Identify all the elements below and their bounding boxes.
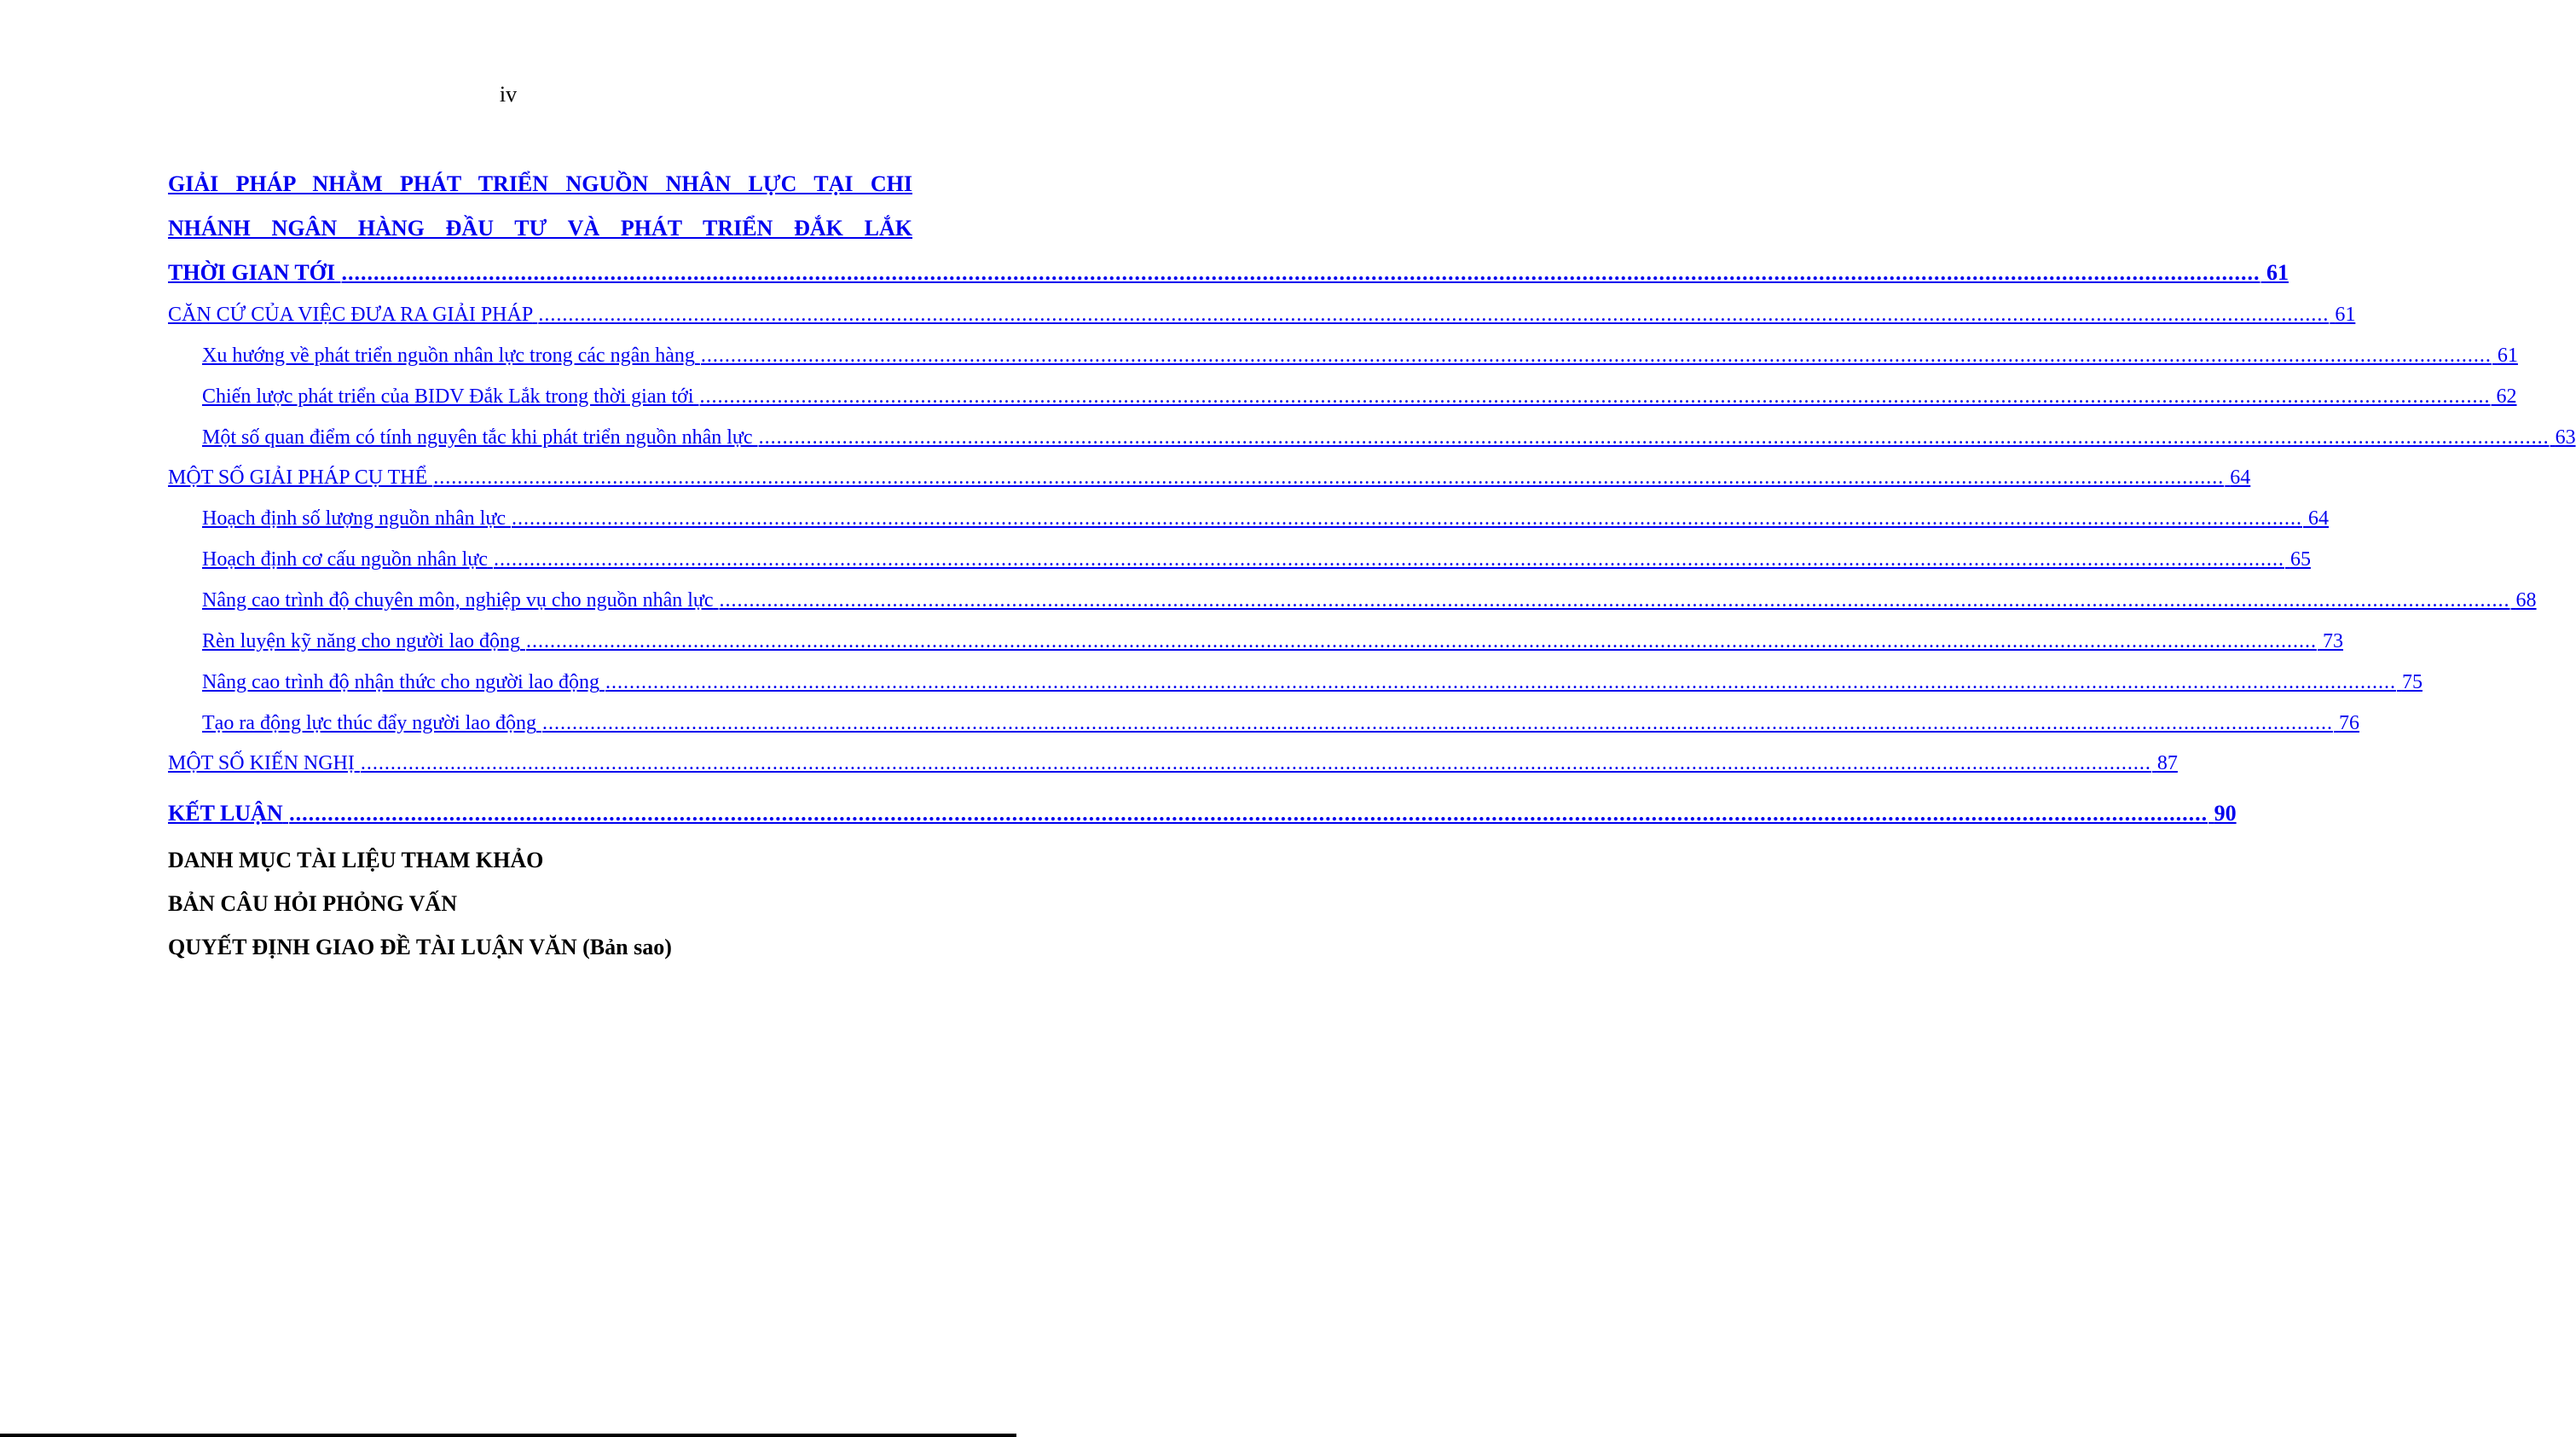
toc-page-number: 65 [2289, 548, 2311, 571]
dot-leader: ............................................................................................................................................................................................................................................................................................................ [758, 426, 2550, 449]
toc-subsection-quan-diem[interactable] [168, 417, 2576, 458]
toc-entry-text: Chiến lược phát triển của BIDV Đắk Lắk trong thời gian tới [202, 385, 694, 408]
toc-page-number: 87 [2156, 752, 2178, 774]
page-bottom-rule [0, 1434, 1016, 1437]
toc-entry-text: Rèn luyện kỹ năng cho người lao động [202, 630, 520, 652]
toc-page-number: 61 [2497, 345, 2518, 367]
toc-entry-text: Hoạch định cơ cấu nguồn nhân lực [202, 548, 488, 571]
toc-page-number: 73 [2322, 630, 2343, 652]
dot-leader: ............................................................................................................................................................................................................................................................................................................ [525, 630, 2317, 652]
toc-page-number: 64 [2230, 466, 2251, 489]
toc-chapter-title-line-1[interactable]: GIẢI PHÁP NHẰM PHÁT TRIỂN NGUỒN NHÂN LỰC TẠI CHI [168, 171, 912, 196]
toc-entry-text: Nâng cao trình độ nhận thức cho người lao động [202, 671, 599, 693]
toc-page-number: 63 [2555, 426, 2576, 449]
toc-entry-text: Hoạch định số lượng nguồn nhân lực [202, 507, 506, 530]
toc-subsection-co-cau[interactable] [168, 539, 2311, 580]
toc-subsection-dong-luc[interactable] [168, 703, 2359, 744]
dot-leader: ............................................................................................................................................................................................................................................................................................................ [700, 345, 2492, 367]
toc-entry-text: Xu hướng về phát triển nguồn nhân lực trong các ngân hàng [202, 345, 695, 367]
toc-page-number: 76 [2338, 712, 2359, 734]
toc-chapter-title-line-3[interactable] [168, 251, 2289, 295]
dot-leader: ............................................................................................................................................................................................................................................................................................................ [541, 712, 2333, 734]
dot-leader: ............................................................................................................................................................................................................................................................................................................ [605, 671, 2396, 693]
toc-subsection-xu-huong[interactable] [168, 335, 2518, 376]
toc-entry-text: MỘT SỐ GIẢI PHÁP CỤ THỂ [168, 466, 433, 489]
appendix-questionnaire: BẢN CÂU HỎI PHỎNG VẤN [168, 891, 457, 916]
toc-subsection-chuyen-mon[interactable] [168, 580, 2537, 621]
toc-subsection-nhan-thuc[interactable] [168, 662, 2423, 703]
appendix-references: DANH MỤC TÀI LIỆU THAM KHẢO [168, 848, 544, 872]
toc-page-number: 61 [2335, 304, 2356, 326]
toc-page-number: 90 [2214, 801, 2237, 826]
dot-leader: ............................................................................................................................................................................................................................................................................................................ [289, 801, 2208, 826]
dot-leader: ............................................................................................................................................................................................................................................................................................................ [493, 548, 2284, 571]
dot-leader: ............................................................................................................................................................................................................................................................................................................ [538, 304, 2330, 326]
toc-page-number: 62 [2496, 385, 2517, 408]
toc-entry-text: Một số quan điểm có tính nguyên tắc khi phát triển nguồn nhân lực [202, 426, 758, 449]
toc-section-can-cu[interactable] [168, 295, 2356, 335]
toc-entry-text: Tạo ra động lực thúc đẩy người lao động [202, 712, 536, 734]
table-of-contents [168, 162, 2576, 969]
toc-conclusion[interactable] [168, 789, 2237, 838]
toc-page-number: 75 [2401, 671, 2423, 693]
dot-leader: ............................................................................................................................................................................................................................................................................................................ [433, 466, 2225, 489]
toc-subsection-ky-nang[interactable] [168, 621, 2343, 662]
toc-chapter-title-line-2[interactable]: NHÁNH NGÂN HÀNG ĐẦU TƯ VÀ PHÁT TRIỂN ĐẮK LẮK [168, 216, 912, 240]
toc-page-number: 64 [2308, 507, 2329, 530]
toc-entry-text: MỘT SỐ KIẾN NGHỊ [168, 752, 355, 774]
toc-page-number: 68 [2515, 589, 2537, 611]
toc-entry-text: Nâng cao trình độ chuyên môn, nghiệp vụ cho nguồn nhân lực [202, 589, 714, 611]
dot-leader: ............................................................................................................................................................................................................................................................................................................ [341, 260, 2261, 285]
appendix-decision: QUYẾT ĐỊNH GIAO ĐỀ TÀI LUẬN VĂN (Bản sao) [168, 935, 672, 959]
toc-subsection-so-luong[interactable] [168, 498, 2329, 539]
toc-subsection-chien-luoc[interactable] [168, 376, 2517, 417]
dot-leader: ............................................................................................................................................................................................................................................................................................................ [360, 752, 2151, 774]
toc-entry-text: THỜI GIAN TỚI [168, 260, 336, 285]
dot-leader: ............................................................................................................................................................................................................................................................................................................ [699, 385, 2491, 408]
dot-leader: ............................................................................................................................................................................................................................................................................................................ [512, 507, 2302, 530]
toc-entry-text: CĂN CỨ CỦA VIỆC ĐƯA RA GIẢI PHÁP [168, 304, 533, 326]
toc-section-giai-phap[interactable] [168, 458, 2251, 498]
page-number: iv [499, 82, 518, 107]
toc-page-number: 61 [2266, 260, 2289, 285]
toc-entry-text: KẾT LUẬN [168, 801, 283, 826]
dot-leader: ............................................................................................................................................................................................................................................................................................................ [719, 589, 2510, 611]
toc-section-kien-nghi[interactable] [168, 744, 2178, 784]
